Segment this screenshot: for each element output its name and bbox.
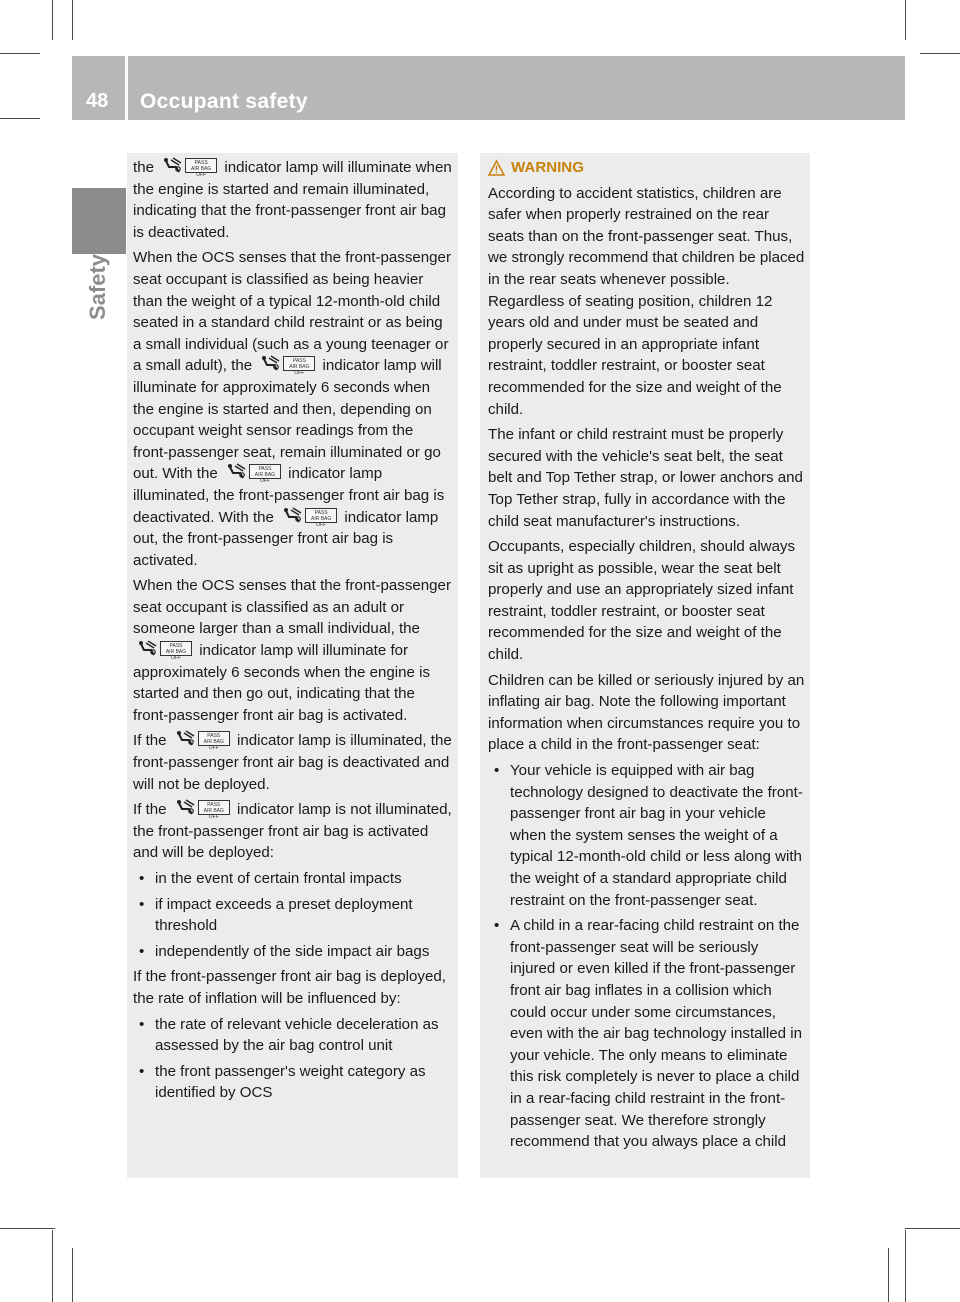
list-item: • the rate of relevant vehicle deceleration as assessed by the air bag control unit [133, 1014, 452, 1057]
crop-mark [920, 53, 960, 54]
crop-mark [888, 1248, 889, 1302]
crop-mark [0, 1228, 55, 1229]
crop-mark [52, 1230, 53, 1302]
section-label: Safety [85, 253, 110, 320]
paragraph: When the OCS senses that the front-passenger seat occupant is classified as being heavier than the weight of a typical 12-month-old child seated in a standard child restraint or as being a small individual (such as a young teenager or a small adult), the PASS AIR BAG OFF indicator lamp will illuminate for approximately 6 seconds when the engine is started and then, depending on occupant weight sensor readings from the front-passenger seat, remain illuminated or go out. With the PASS AIR BAG OFF indicator lamp illuminated, the front-passenger front air bag is deactivated. With the PASS AIR BAG OFF indicator lamp out, the front-passenger front air bag is activated. [133, 249, 451, 569]
warning-triangle-icon [488, 160, 505, 176]
header-separator [125, 56, 128, 120]
airbag-indicator-icons [161, 157, 217, 178]
warning-heading [488, 157, 805, 179]
airbag-indicator-icons [225, 463, 281, 485]
left-text-column [127, 153, 458, 1178]
paragraph: When the OCS senses that the front-passenger seat occupant is classified as an adult or someone larger than a small individual, the PASS AIR BAG OFF indicator lamp will illuminate for approximately 6 seconds when the engine is started and then go out, indicating that the front-passenger front air bag is activated. [133, 577, 451, 724]
pass-airbag-off-icon: PASS AIR BAG OFF [305, 508, 337, 523]
paragraph: If the front-passenger front air bag is deployed, the rate of inflation will be influenced by: [133, 968, 446, 1007]
pass-airbag-off-icon: PASS AIR BAG OFF [198, 731, 230, 746]
seat-occupant-icon [174, 799, 196, 816]
pass-airbag-off-icon: PASS AIR BAG OFF [283, 356, 315, 371]
paragraph: If the PASS AIR BAG OFF indicator lamp is illuminated, the front-passenger front air bag is deactivated and will not be deployed. [133, 732, 452, 793]
crop-mark [0, 53, 40, 54]
paragraph: Occupants, especially children, should always sit as upright as possible, wear the seat belt properly and use an appropriately sized infant restraint, toddler restraint, or booster seat recommended for the size and weight of the child. [488, 538, 796, 664]
pass-airbag-off-icon: PASS AIR BAG OFF [160, 641, 192, 656]
pass-airbag-off-icon: PASS AIR BAG OFF [249, 464, 281, 479]
crop-mark [905, 0, 906, 40]
page-title: Occupant safety [140, 90, 308, 113]
airbag-indicator-icons [259, 355, 315, 377]
seat-occupant-icon [136, 640, 158, 657]
paragraph: If the PASS AIR BAG OFF indicator lamp is not illuminated, the front-passenger front air bag is activated and will be deployed: [133, 801, 452, 862]
paragraph: Children can be killed or seriously injured by an inflating air bag. Note the following important information when circumstances require you to place a child in the front-passenger seat: [488, 671, 805, 754]
bullet-list [488, 760, 805, 1153]
seat-occupant-icon [174, 730, 196, 747]
seat-occupant-icon [259, 355, 281, 372]
page-number: 48 [86, 90, 109, 112]
paragraph: According to accident statistics, children are safer when properly restrained on the rear seats than on the front-passenger seat. Thus, we strongly recommend that children be placed in the rear seats whenever possible. Regardless of seating position, children 12 years old and under must be seated and properly secured in an appropriate infant restraint, toddler restraint, or booster seat recommended for the size and weight of the child. [488, 184, 805, 418]
airbag-indicator-icons [174, 730, 230, 752]
paragraph: The infant or child restraint must be properly secured with the vehicle's seat belt, the seat belt and Top Tether strap, or lower anchors and Top Tether strap, fully in accordance with the child seat manufacturer's instructions. [488, 426, 803, 530]
pass-airbag-off-icon: PASS AIR BAG OFF [185, 158, 217, 173]
airbag-indicator-icons [136, 640, 192, 662]
list-item: • if impact exceeds a preset deployment threshold [133, 894, 452, 937]
list-item: • in the event of certain frontal impacts [133, 868, 452, 890]
crop-mark [72, 1248, 73, 1302]
airbag-indicator-icons [281, 507, 337, 528]
section-tab-marker [72, 188, 126, 254]
list-item: • the front passenger's weight category as identified by OCS [133, 1061, 452, 1104]
warning-title: WARNING [511, 159, 584, 176]
bullet-list [133, 1014, 452, 1104]
seat-occupant-icon [225, 463, 247, 480]
list-item: • Your vehicle is equipped with air bag technology designed to deactivate the front-passenger front air bag in your vehicle when the system senses the weight of a typical 12-month-old child or less along with the weight of a standard appropriate child restraint on the front-passenger seat. [488, 760, 805, 911]
seat-occupant-icon [161, 157, 183, 174]
warning-box [480, 153, 810, 1178]
list-item: • independently of the side impact air bags [133, 941, 452, 963]
crop-mark [0, 118, 40, 119]
seat-occupant-icon [281, 507, 303, 524]
pass-airbag-off-icon: PASS AIR BAG OFF [198, 800, 230, 815]
airbag-indicator-icons [174, 799, 230, 821]
crop-mark [905, 1230, 906, 1302]
crop-mark [905, 1228, 960, 1229]
list-item: • A child in a rear-facing child restraint on the front-passenger seat will be seriously injured or even killed if the front-passenger front air bag inflates in a collision which could occur under some circumstances, even with the air bag technology installed in your vehicle. The only means to eliminate this risk completely is never to place a child in a rear-facing child restraint in the front-passenger seat. We therefore strongly recommend that you always place a child [488, 915, 805, 1153]
crop-mark [72, 0, 73, 40]
paragraph: the PASS AIR BAG OFF indicator lamp will illuminate when the engine is started and remain illuminated, indicating that the front-passenger front air bag is deactivated. [133, 159, 452, 241]
crop-mark [52, 0, 53, 40]
bullet-list [133, 868, 452, 962]
